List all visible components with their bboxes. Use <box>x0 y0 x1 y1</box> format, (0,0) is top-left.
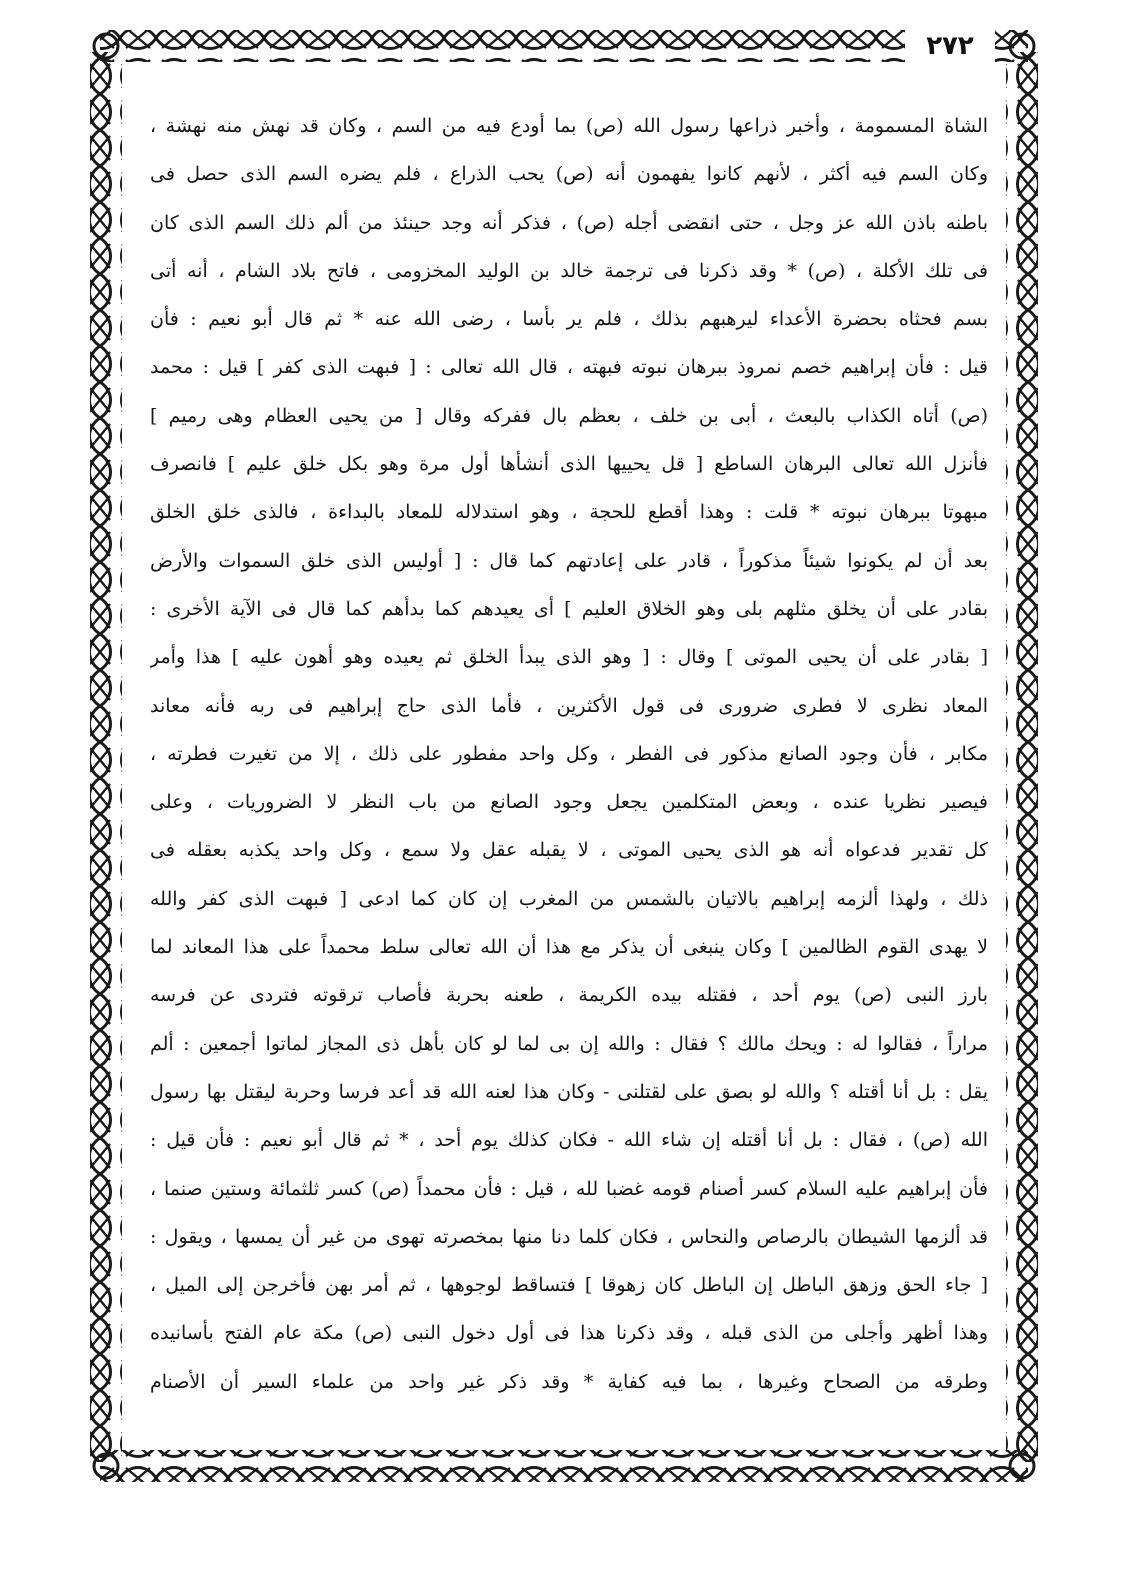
text-line: وكان السم فيه أكثر ، لأنهم كانوا يفهمون أنه (ص) يحب الذراع ، فلم يضره السم الذى حصل فى <box>150 163 988 186</box>
text-line: فيصير نظريا عنده ، وبعض المتكلمين يجعل وجود الصانع من باب النظر لا الضروريات ، وعلى <box>150 791 988 814</box>
page-number: ٢٧٢ <box>905 28 995 64</box>
text-line: بقادر على أن يخلق مثلهم بلى وهو الخلاق العليم ] أى يعيدهم كما بدأهم كما قال فى الآية الأخرى : <box>150 597 988 620</box>
text-line: ذلك ، ولهذا ألزمه إبراهيم بالاتيان بالشمس من المغرب إن كان كما ادعى [ فبهت الذى كفر والله <box>150 887 988 910</box>
text-line: وهذا أظهر وأجلى من الذى قبله ، وقد ذكرنا هذا فى أول دخول النبى (ص) مكة عام الفتح بأسانيده <box>150 1322 988 1345</box>
text-line: [ بقادر على أن يحيى الموتى ] وقال : [ وهو الذى يبدأ الخلق ثم يعيده وهو أهون عليه ] هذا وأمر <box>150 646 988 669</box>
text-line: قد ألزمها الشيطان بالرصاص والنحاس ، فكان كلما دنا منها بمخصرته تهوى من غير أن يمسها ، ويقول : <box>150 1225 988 1248</box>
text-line: مراراً ، فقالوا له : ويحك مالك ؟ فقال : والله إن بى لما لو كان بأهل ذى المجاز لماتوا أجمعين : ألم <box>150 1032 988 1055</box>
text-line: بسم فحثاه بحضرة الأعداء ليرهبهم بذلك ، فلم ير بأسا ، رضى الله عنه * ثم قال أبو نعيم : فأن <box>150 308 988 331</box>
text-line: المعاد نظرى لا فطرى ضرورى فى قول الأكثرين ، فأما الذى حاج إبراهيم فى ربه فأنه معاند <box>150 694 988 717</box>
text-line: قيل : فأن إبراهيم خصم نمروذ ببرهان نبوته فبهته ، قال الله تعالى : [ فبهت الذى كفر ] قيل : محمد <box>150 356 988 379</box>
text-line: يقل : بل أنا أقتله ؟ والله لو بصق على لقتلنى - وكان هذا لعنه الله قد أعد فرسا وحربة ليقتل بها رسول <box>150 1080 988 1103</box>
page-text <box>150 102 988 1406</box>
text-line: الله (ص) ، فقال : بل أنا أقتله إن شاء الله - فكان كذلك يوم أحد ، * ثم قال أبو نعيم : فأن قيل : <box>150 1129 988 1152</box>
text-line: فى تلك الأكلة ، (ص) * وقد ذكرنا فى ترجمة خالد بن الوليد المخزومى ، فاتح بلاد الشام ، أنه أتى <box>150 259 988 282</box>
text-line: مبهوتا ببرهان نبوته * قلت : وهذا أقطع للحجة ، وهو استدلاله للمعاد بالبداءة ، فالذى خلق الخلق <box>150 501 988 524</box>
text-line: فأنزل الله تعالى البرهان الساطع [ قل يحييها الذى أنشأها أول مرة وهو بكل خلق عليم ] فانصرف <box>150 453 988 476</box>
text-line: وطرقه من الصحاح وغيرها ، بما فيه كفاية * وقد ذكر غير واحد من علماء السير أن الأصنام <box>150 1370 988 1393</box>
text-line: مكابر ، فأن وجود الصانع مذكور فى الفطر ، وكل واحد مفطور على ذلك ، إلا من تغيرت فطرته ، <box>150 742 988 765</box>
text-line: (ص) أتاه الكذاب بالبعث ، أبى بن خلف ، بعظم بال ففركه وقال [ من يحيى العظام وهى رميم ] <box>150 404 988 427</box>
text-line: بارز النبى (ص) يوم أحد ، فقتله بيده الكريمة ، طعنه بحربة فأصاب ترقوته فتردى عن فرسه <box>150 984 988 1007</box>
text-line: بعد أن لم يكونوا شيئاً مذكوراً ، قادر على إعادتهم كما قال : [ أوليس الذى خلق السموات والأرض <box>150 549 988 572</box>
text-line: فأن إبراهيم عليه السلام كسر أصنام قومه غضبا لله ، قيل : فأن محمداً (ص) كسر ثلثمائة وستين صنما ، <box>150 1177 988 1200</box>
text-line: باطنه باذن الله عز وجل ، حتى انقضى أجله (ص) ، فذكر أنه وجد حينئذ من ألم ذلك السم الذى كان <box>150 211 988 234</box>
text-line: الشاة المسمومة ، وأخبر ذراعها رسول الله (ص) بما أودع فيه من السم ، وكان قد نهش منه نهشة ، <box>150 115 988 137</box>
text-line: لا يهدى القوم الظالمين ] وكان ينبغى أن يذكر مع هذا أن الله تعالى سلط محمداً على هذا المعاند لما <box>150 936 988 959</box>
text-line: [ جاء الحق وزهق الباطل إن الباطل كان زهوقا ] فتساقط لوجوهها ، ثم أمر بهن فأخرجن إلى الميل ، <box>150 1274 988 1297</box>
text-line: كل تقدير فدعواه أنه هو الذى يحيى الموتى ، لا يقبله عقل ولا سمع ، وكل واحد يكذبه بعقله فى <box>150 839 988 862</box>
